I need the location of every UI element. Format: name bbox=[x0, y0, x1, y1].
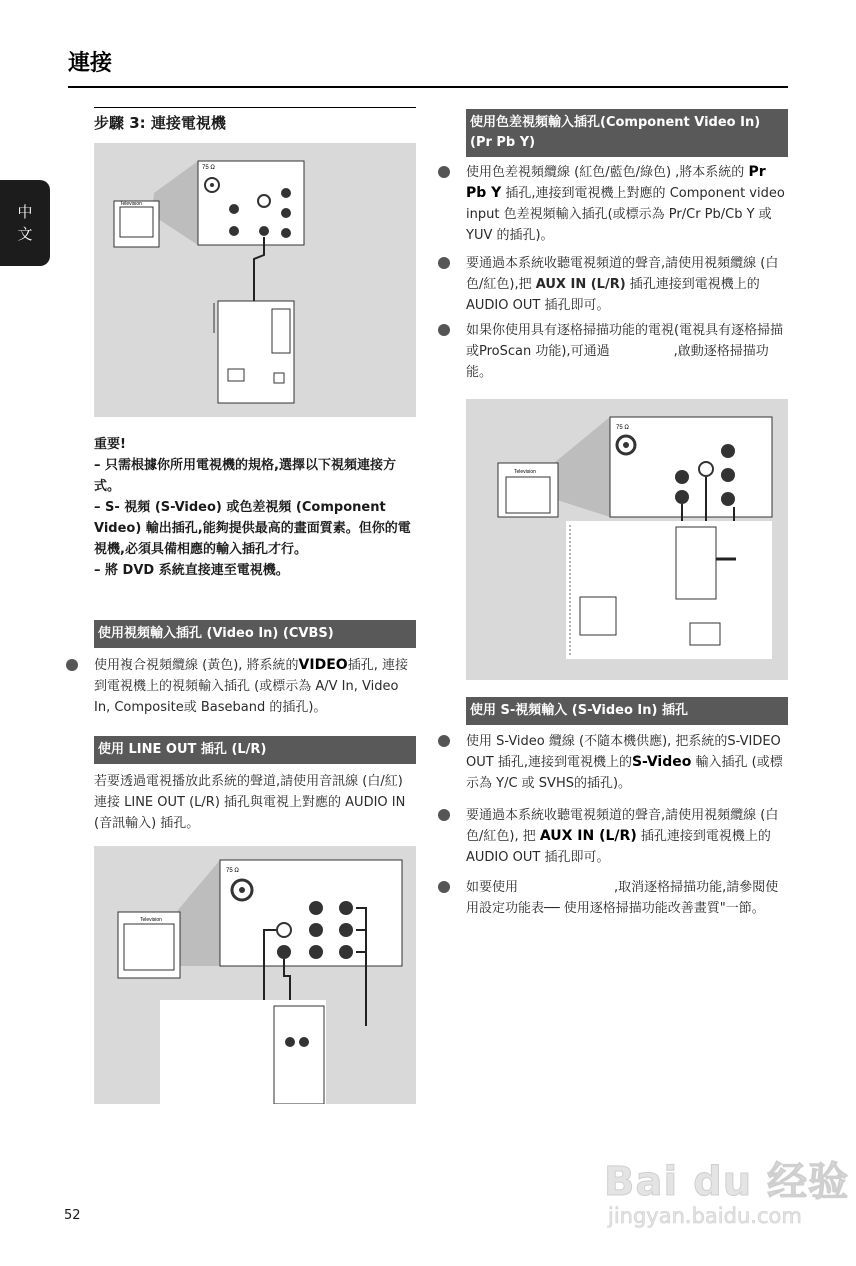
component-bullet-2-bold: AUX IN (L/R) bbox=[535, 277, 626, 292]
important-note-1: – 只需根據你所用電視機的規格,選擇以下視頻連接方式。 bbox=[94, 458, 396, 494]
component-bullet-3-text-end: ,啟動逐格掃描功能。 bbox=[466, 344, 769, 380]
svideo-heading: 使用 S-視頻輸入 (S-Video In) 插孔 bbox=[466, 697, 788, 725]
lineout-text: 若要透過電視播放此系統的聲道,請使用音訊線 (白/紅) 連接 LINE OUT (L/R) 插孔與電視上對應的 AUDIO IN (音訊輸入) 插孔。 bbox=[94, 774, 406, 831]
page-title: 連接 bbox=[68, 51, 113, 76]
figure-3-drawing bbox=[466, 399, 788, 680]
svideo-bullet-3 bbox=[466, 877, 788, 919]
antenna-label-3: 75 Ω bbox=[616, 425, 629, 431]
bullet-dot bbox=[438, 735, 450, 747]
bullet-dot bbox=[438, 324, 450, 336]
svideo-bullet-3-text-end: ,取消逐格掃描功能,請參閱使用設定功能表── 使用逐格掃描功能改善畫質"一節。 bbox=[466, 880, 779, 916]
svideo-bullet-1-bold: S-Video bbox=[631, 754, 692, 770]
component-bullet-1-text: 使用色差視頻纜線 (紅色/藍色/綠色) ,將本系統的 bbox=[466, 165, 749, 180]
component-bullet-2-text: 要通過本系統收聽電視頻道的聲音,請使用視頻纜線 (白色/紅色),把 bbox=[466, 256, 779, 292]
watermark bbox=[604, 1150, 850, 1240]
svideo-bullet-1 bbox=[466, 731, 788, 794]
component-bullet-1-text-end: 插孔,連接到電視機上對應的 Component video input 色差視頻輸入插孔(或標示為 Pr/Cr Pb/Cb Y 或 YUV 的插孔)。 bbox=[466, 186, 785, 243]
language-tab-char-1: 中 bbox=[17, 203, 33, 221]
component-bullet-2-text-end: 插孔連接到電視機上的 AUDIO OUT 插孔即可。 bbox=[466, 277, 760, 313]
svideo-bullet-3-text: 如要使用 bbox=[466, 880, 519, 895]
cvbs-bullet-text: 使用複合視頻纜線 (黃色), 將系統的 bbox=[94, 658, 299, 673]
watermark-logo: Bai du 经验 bbox=[604, 1159, 850, 1205]
lineout-heading: 使用 LINE OUT 插孔 (L/R) bbox=[94, 736, 416, 764]
bullet-dot bbox=[66, 659, 78, 671]
component-bullet-3 bbox=[466, 320, 788, 383]
figure-2-drawing bbox=[94, 846, 416, 1104]
svideo-bullet-2 bbox=[466, 805, 788, 868]
important-notes bbox=[94, 434, 416, 581]
bullet-dot bbox=[438, 881, 450, 893]
component-bullet-3-text: 如果你使用具有逐格掃描功能的電視(電視具有逐格掃描或ProScan 功能),可通過 bbox=[466, 323, 784, 359]
watermark-url: jingyan.baidu.com bbox=[608, 1204, 802, 1228]
title-rule bbox=[68, 86, 788, 88]
bullet-dot bbox=[438, 809, 450, 821]
important-note-2: – S- 視頻 (S-Video) 或色差視頻 (Component Video) 輸出插孔,能夠提供最高的畫面質素。但你的電視機,必須具備相應的輸入插孔才行。 bbox=[94, 500, 411, 557]
svideo-bullet-1-text: 使用 S-Video 纜線 (不隨本機供應), 把系統的S-VIDEO OUT 插孔,連接到電視機上的 bbox=[466, 734, 781, 770]
language-tab-char-2: 文 bbox=[17, 225, 33, 243]
svideo-bullet-2-bold: AUX IN (L/R) bbox=[539, 828, 637, 844]
figure-component-connection bbox=[466, 399, 788, 680]
antenna-label-2: 75 Ω bbox=[226, 868, 239, 874]
cvbs-bullet bbox=[94, 655, 416, 718]
svideo-bullet-2-text-end: 插孔連接到電視機上的 AUDIO OUT 插孔即可。 bbox=[466, 829, 771, 865]
important-note-3: – 將 DVD 系統直接連至電視機。 bbox=[94, 563, 289, 578]
page-number: 52 bbox=[64, 1208, 81, 1223]
cvbs-bullet-text-end: 插孔, 連接到電視機上的視頻輸入插孔 (或標示為 A/V In, Video In, Composite或 Baseband 的插孔)。 bbox=[94, 658, 408, 715]
cvbs-bullet-bold: VIDEO bbox=[298, 657, 348, 673]
tv-label-3: Television bbox=[514, 469, 536, 475]
tv-label-2: Television bbox=[140, 917, 162, 923]
bullet-dot bbox=[438, 166, 450, 178]
bullet-dot bbox=[438, 257, 450, 269]
component-bullet-1 bbox=[466, 162, 788, 246]
language-tab bbox=[0, 180, 50, 266]
component-bullet-2 bbox=[466, 253, 788, 316]
step-rule bbox=[94, 107, 416, 108]
component-bullet-1-bold: Pr Pb Y bbox=[466, 164, 766, 201]
cvbs-heading: 使用視頻輸入插孔 (Video In) (CVBS) bbox=[94, 620, 416, 648]
important-heading: 重要! bbox=[94, 437, 126, 452]
tv-label-1: Television bbox=[120, 201, 142, 207]
figure-lineout-connection bbox=[94, 846, 416, 1104]
figure-1-drawing bbox=[94, 143, 416, 417]
figure-tv-connection bbox=[94, 143, 416, 417]
antenna-label-1: 75 Ω bbox=[202, 165, 215, 171]
component-heading: 使用色差視頻輸入插孔(Component Video In) (Pr Pb Y) bbox=[466, 109, 788, 157]
svideo-bullet-1-text-end: 輸入插孔 (或標示為 Y/C 或 SVHS的插孔)。 bbox=[466, 755, 783, 791]
step-title: 步驟 3: 連接電視機 bbox=[94, 114, 226, 132]
svideo-bullet-2-text: 要通過本系統收聽電視頻道的聲音,請使用視頻纜線 (白色/紅色), 把 bbox=[466, 808, 779, 844]
